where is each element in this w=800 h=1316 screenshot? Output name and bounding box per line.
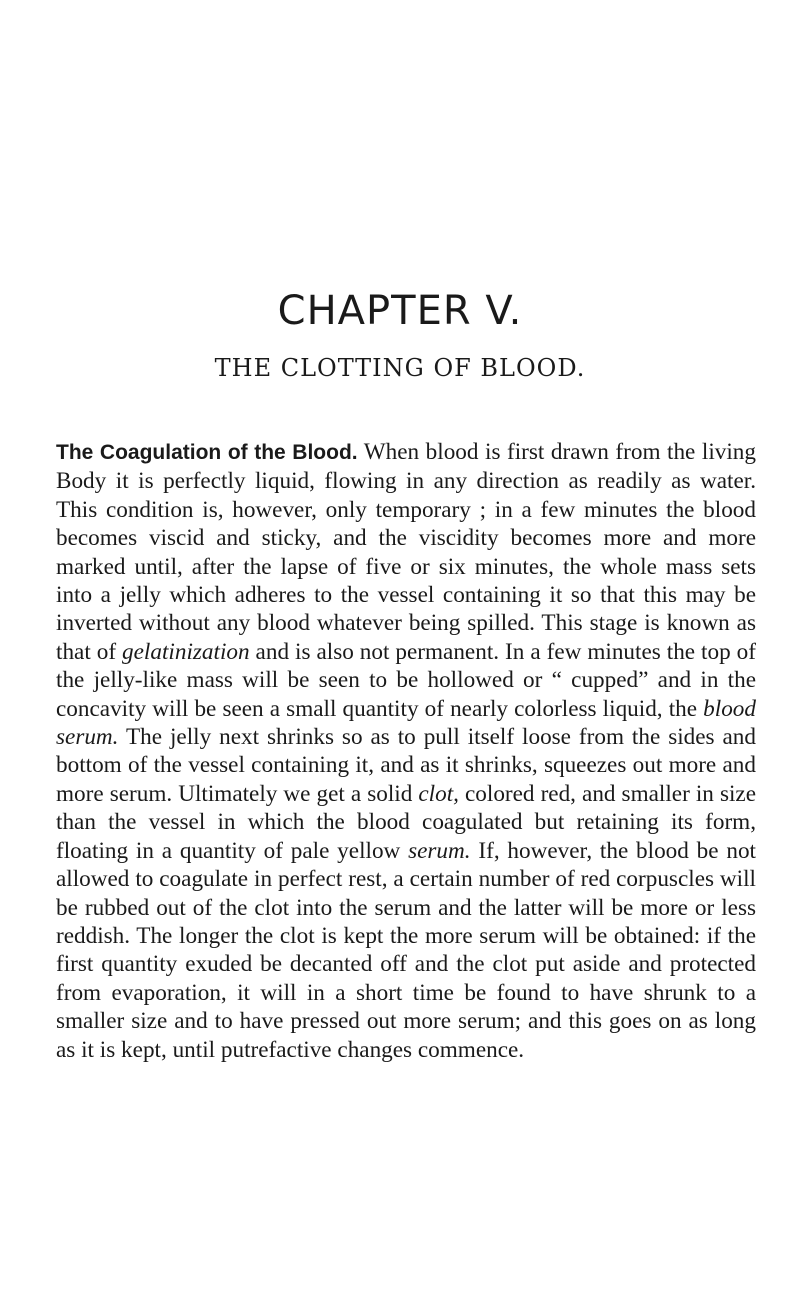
- italic-term-clot: clot,: [418, 780, 459, 807]
- italic-term-gelatinization: gelatinization: [122, 638, 250, 665]
- text-segment: When blood is first drawn from the living Body it is perfectly liquid, flowing in any direction as readily as water. This condition is, however, only temporary ; in a few minutes the blood becomes viscid and sticky, and the viscidity becomes more and more marked until, after the lapse of five or six minutes, the whole mass sets into a jelly which adheres to the vessel containing it so that this may be inverted without any blood whatever being spilled. This stage is known as that of: [56, 439, 756, 665]
- text-segment: and is also not permanent. In a few minutes the top of the jelly-like mass will be seen to be hollowed or “ cupped” and in the concavity will be seen a small quantity of nearly colorless liquid, the: [56, 638, 756, 722]
- text-segment: The jelly next shrinks so as to pull itself loose from the sides and bottom of the vessel containing it, and as it shrinks, squeezes out more and more serum. Ultimately we get a solid: [56, 724, 756, 807]
- chapter-title: THE CLOTTING OF BLOOD.: [214, 354, 586, 382]
- body-paragraph: [56, 438, 756, 1064]
- text-segment: If, however, the blood be not allowed to coagulate in perfect rest, a certain number of red corpuscles will be rubbed out of the clot into the serum and the latter will be more or less reddish. The longer the clot is kept the more serum will be obtained: if the first quantity exuded be decanted off and the clot put aside and protected from evaporation, it will in a short time be found to have shrunk to a smaller size and to have pressed out more serum; and this goes on as long as it is kept, until putrefactive changes commence.: [56, 837, 756, 1063]
- italic-term-blood-serum: blood serum.: [56, 695, 756, 751]
- section-run-in-heading: The Coagulation of the Blood.: [56, 441, 358, 464]
- italic-term-serum: serum.: [408, 837, 471, 864]
- text-segment: colored red, and smaller in size than the vessel in which the blood coagulated but retaining its form, floating in a quantity of pale yellow: [56, 780, 756, 864]
- chapter-heading: CHAPTER V.: [277, 288, 523, 334]
